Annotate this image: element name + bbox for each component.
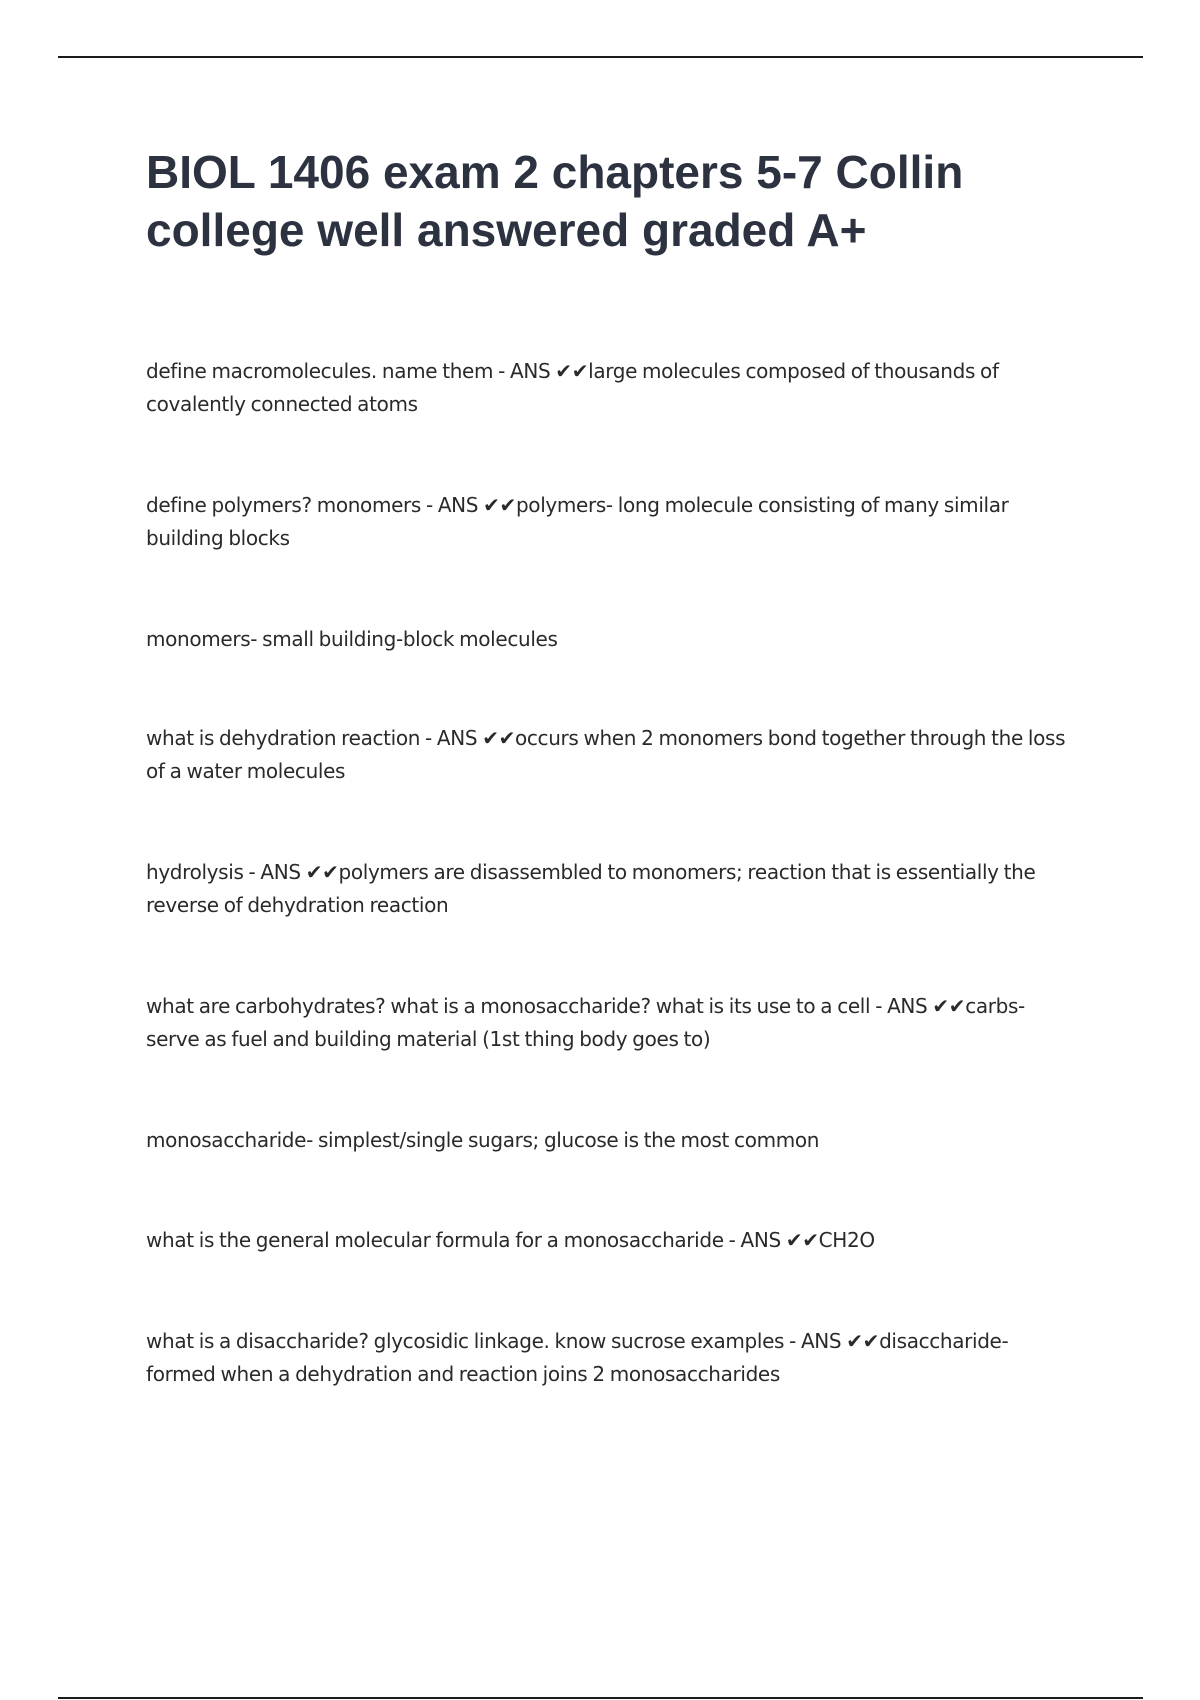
bottom-rule (58, 1697, 1143, 1699)
document-title: BIOL 1406 exam 2 chapters 5-7 Collin college well answered graded A+ (146, 146, 964, 256)
qa-paragraph-7: monosaccharide- simplest/single sugars; glucose is the most common (146, 1128, 820, 1152)
qa-paragraph-8: what is the general molecular formula for a monosaccharide - ANS ✔✔CH2O (146, 1228, 875, 1252)
qa-paragraph-2: define polymers? monomers - ANS ✔✔polymers- long molecule consisting of many similar building blocks (146, 493, 1009, 550)
qa-paragraph-3: monomers- small building-block molecules (146, 627, 558, 651)
top-rule (58, 56, 1143, 58)
qa-paragraph-6: what are carbohydrates? what is a monosaccharide? what is its use to a cell - ANS ✔✔carbs- serve as fuel and building material (1st thing body goes to) (146, 994, 1025, 1051)
qa-paragraph-5: hydrolysis - ANS ✔✔polymers are disassembled to monomers; reaction that is essentially the reverse of dehydration reaction (146, 860, 1036, 917)
qa-paragraph-4: what is dehydration reaction - ANS ✔✔occurs when 2 monomers bond together through the loss of a water molecules (146, 726, 1066, 783)
qa-paragraph-9: what is a disaccharide? glycosidic linkage. know sucrose examples - ANS ✔✔disaccharide- formed when a dehydration and reaction joins 2 monosaccharides (146, 1329, 1009, 1386)
qa-paragraph-1: define macromolecules. name them - ANS ✔✔large molecules composed of thousands of covalently connected atoms (146, 359, 999, 416)
